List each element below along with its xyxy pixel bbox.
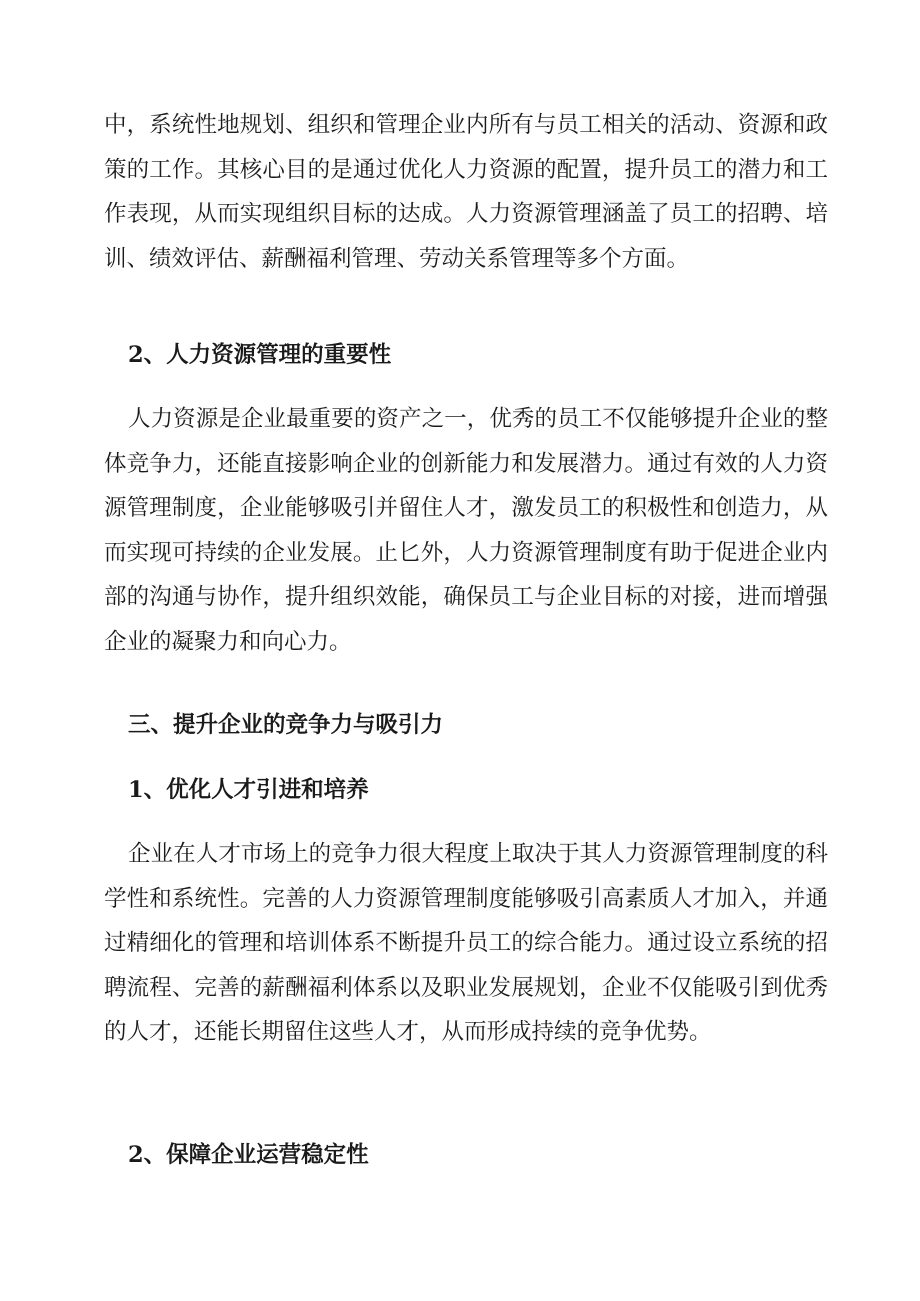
paragraph-hr-definition: 中，系统性地规划、组织和管理企业内所有与员工相关的活动、资源和政策的工作。其核心目的是通过优化人力资源的配置，提升员工的潜力和工作表现，从而实现组织目标的达成。人力资源管理涵盖了员工的招聘、培训、绩效评估、薪酬福利管理、劳动关系管理等多个方面。 xyxy=(104,112,828,272)
heading-section-three: 三、提升企业的竞争力与吸引力 xyxy=(128,712,444,738)
heading-hr-importance: 2、人力资源管理的重要性 xyxy=(128,342,392,368)
heading-operational-stability: 2、保障企业运营稳定性 xyxy=(128,1142,369,1168)
heading-talent-development: 1、优化人才引进和培养 xyxy=(128,777,369,803)
paragraph-hr-importance: 人力资源是企业最重要的资产之一，优秀的员工不仅能够提升企业的整体竞争力，还能直接影响企业的创新能力和发展潜力。通过有效的人力资源管理制度，企业能够吸引并留住人才，激发员工的积极性和创造力，从而实现可持续的企业发展。止匕外，人力资源管理制度有助于促进企业内部的沟通与协作，提升组织效能，确保员工与企业目标的对接，进而增强企业的凝聚力和向心力。 xyxy=(104,406,828,655)
paragraph-talent-development: 企业在人才市场上的竞争力很大程度上取决于其人力资源管理制度的科学性和系统性。完善的人力资源管理制度能够吸引高素质人才加入，并通过精细化的管理和培训体系不断提升员工的综合能力。通过设立系统的招聘流程、完善的薪酬福利体系以及职业发展规划，企业不仅能吸引到优秀的人才，还能长期留住这些人才，从而形成持续的竞争优势。 xyxy=(104,841,828,1045)
